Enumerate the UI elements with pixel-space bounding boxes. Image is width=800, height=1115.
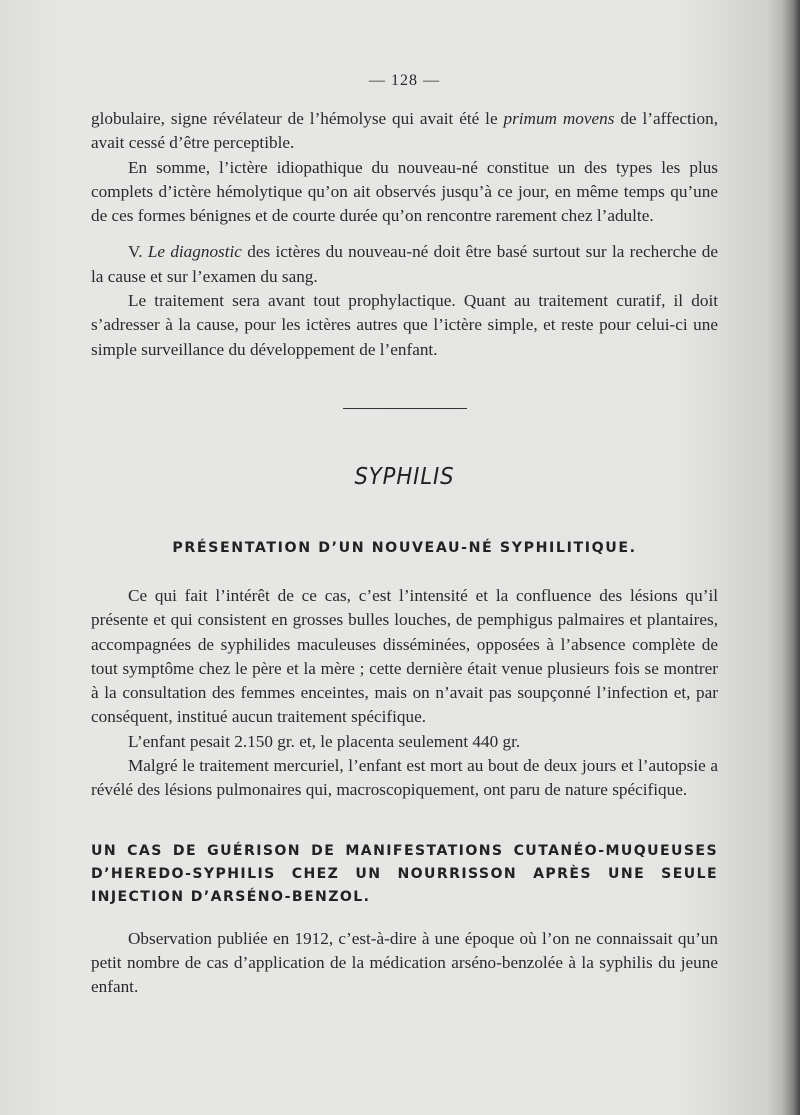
- para1-text-a: globulaire, signe révélateur de l’hémolyse qui avait été le: [91, 109, 504, 128]
- page-edge-shadow: [782, 0, 800, 1115]
- para3-rest: des ictères du nouveau-né doit être basé surtout sur la recherche de la cause et sur l’examen du sang.: [91, 242, 718, 286]
- section-divider: [343, 408, 467, 409]
- para3-lead: V.: [128, 242, 148, 262]
- section-title: SYPHILIS: [354, 463, 455, 490]
- paragraph-treatment: Le traitement sera avant tout prophylactique. Quant au traitement curatif, il doit s’adresser à la cause, pour les ictères autres que l’ictère simple, et reste pour celui-ci une simple surveillance du développement de l’enfant.: [91, 291, 718, 359]
- para1-text-b: de l’affection, avait cessé d’être perceptible.: [91, 109, 719, 153]
- page-number: — 128 —: [369, 72, 440, 89]
- paragraph-observation: Observation publiée en 1912, c’est-à-dire à une époque où l’on ne connaissait qu’un petit nombre de cas d’application de la médication arséno-benzolée à la syphilis du jeune enfant.: [91, 928, 718, 997]
- subheading: PRÉSENTATION D’UN NOUVEAU-NÉ SYPHILITIQUE.: [172, 539, 637, 556]
- paragraph-case: Ce qui fait l’intérêt de ce cas, c’est l’intensité et la confluence des lésions qu’il présente et qui consistent en grosses bulles louches, de pemphigus palmaires et plantaires, accompagnées de syphilides maculeuses disséminées, opposées à l’absence complète de tout symptôme chez le père et la mère ; cette dernière était venue plusieurs fois se montrer à la consultation des femmes enceintes, mais on n’avait pas soupçonné l’infection et, par conséquent, institué aucun traitement spécifique.: [91, 585, 718, 727]
- paragraph-weight: L’enfant pesait 2.150 gr. et, le placenta seulement 440 gr.: [128, 731, 521, 751]
- paragraph-outcome: Malgré le traitement mercuriel, l’enfant est mort au bout de deux jours et l’autopsie a révélé des lésions pulmonaires qui, macroscopiquement, ont paru de nature spécifique.: [91, 756, 718, 800]
- page-content: [91, 72, 718, 1000]
- para1-italic: primum movens: [503, 109, 615, 128]
- article-heading: UN CAS DE GUÉRISON DE MANIFESTATIONS CUTANÉO-MUQUEUSES D’HEREDO-SYPHILIS CHEZ UN NOURRISSON APRÈS UNE SEULE INJECTION D’ARSÉNO-BENZOL.: [91, 842, 718, 905]
- paragraph-diagnostic: [91, 240, 718, 289]
- para3-italic: Le diagnostic: [147, 242, 242, 262]
- paragraph-summary: En somme, l’ictère idiopathique du nouveau-né constitue un des types les plus complets d’ictère hémolytique qu’on ait observés jusqu’à ce jour, en même temps qu’une de ces formes bénignes et de courte durée qu’on rencontre rarement chez l’adulte.: [91, 157, 718, 226]
- paragraph-continuation: [91, 107, 718, 156]
